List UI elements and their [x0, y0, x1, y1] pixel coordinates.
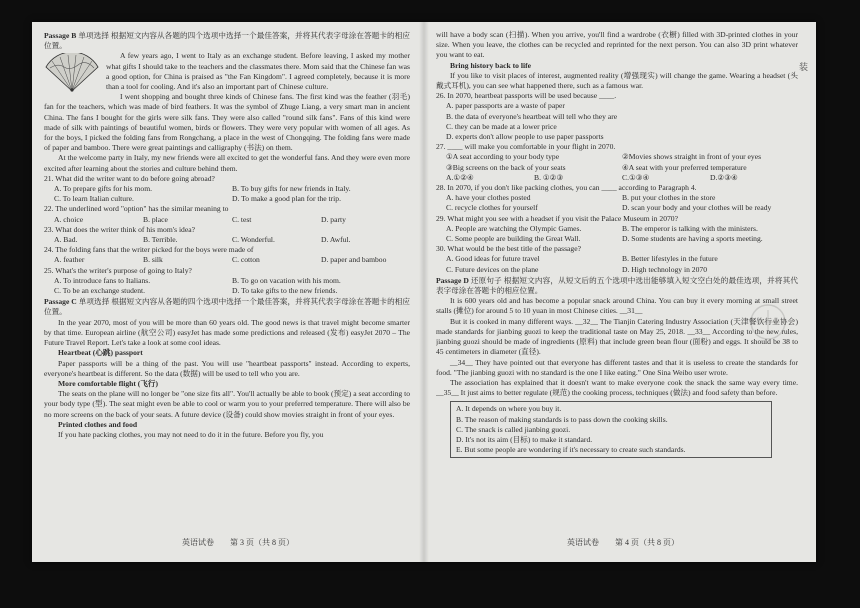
answer-option: A. Good ideas for future travel	[446, 254, 540, 264]
passage-b-instructions: 单项选择 根据短文内容从各题的四个选项中选择一个最佳答案，并将其代表字母涂在答题卡的相应位置。	[44, 31, 410, 51]
answer-option: C. To be an exchange student.	[54, 286, 146, 296]
question-options	[436, 224, 798, 244]
answer-option: A.①②④	[446, 172, 474, 182]
passage-b-heading	[44, 31, 410, 51]
answer-option: A. To introduce fans to Italians.	[54, 275, 151, 285]
paragraph-printed-clothes: If you hate packing clothes, you may not need to do it in the future. Before you fly, you	[58, 429, 324, 439]
question-stem: 25. What's the writer's purpose of going to Italy?	[44, 265, 192, 275]
question-stem: 26. In 2070, heartbeat passports will be used because ____.	[436, 91, 617, 101]
answer-option: C. cotton	[232, 255, 260, 265]
folding-fan-icon	[44, 53, 100, 93]
question-options	[436, 254, 798, 274]
question-item	[436, 142, 798, 173]
question-item	[44, 245, 410, 265]
question-options	[44, 215, 410, 225]
question-options	[436, 152, 798, 172]
answer-option: C. To learn Italian culture.	[54, 194, 134, 204]
question-options	[44, 235, 410, 245]
passage-d-heading	[436, 276, 798, 296]
answer-option: D. party	[321, 214, 346, 224]
passage-c-continued: will have a body scan (扫描). When you arrive, you'll find a wardrobe (衣橱) filled with 3D-printed clothes in your size. When you leave, the clothes can be recycled and reprinted for the next person. You can also 3D print whatever you want to eat.	[436, 30, 798, 60]
answer-option: A. To prepare gifts for his mom.	[54, 184, 153, 194]
sentence-choice: D. It's not its aim (目标) to make it standard.	[456, 434, 593, 444]
answer-option: A. choice	[54, 214, 84, 224]
answer-option: B. the data of everyone's heartbeat will tell who they are	[446, 111, 618, 121]
question-options	[436, 193, 798, 213]
answer-option: B. silk	[143, 255, 163, 265]
sentence-choice: E. But some people are wondering if it's necessary to create such standards.	[456, 445, 686, 455]
passage-d-title: Passage D	[436, 275, 469, 285]
question-options	[436, 101, 798, 142]
right-page-footer: 英语试卷 第 4 页（共 8 页）	[567, 538, 679, 547]
answer-option: B. Terrible.	[143, 235, 178, 245]
question-stem: 23. What does the writer think of his mom's idea?	[44, 224, 195, 234]
answer-option: ③Big screens on the back of your seats	[446, 162, 566, 172]
answer-option: A. paper passports are a waste of paper	[446, 101, 565, 111]
answer-option: C. they can be made at a lower price	[446, 121, 557, 131]
answer-option: B. The emperor is talking with the ministers.	[622, 223, 758, 233]
question-stem: 21. What did the writer want to do before going abroad?	[44, 173, 215, 183]
passage-d-paragraph: But it is cooked in many different ways. __32__ The Tianjin Catering Industry Association (天津餐饮行业协会) made standards for jianbing guozi to keep the traditional taste on May 25, 2018. __33__ According to the new rules, jianbing guozi should be made of ingredients (原料) that include green bean flour (面粉) and eggs. It should be 38 to 45 centimeters in diameter (直径).	[436, 316, 798, 357]
passage-b-paragraph: A few years ago, I went to Italy as an exchange student. Before leaving, I asked my mother what gifts I should take to the teachers and the classmates there. Mom said that the Chinese fan was a good option, for China is praised as "the Fan Kingdom". I agreed completely, because it is more than a tool for cooling. And it's also an important part of Chinese culture.	[106, 51, 410, 92]
answer-option: D. scan your body and your clothes will be ready	[622, 203, 772, 213]
answer-option: A. have your clothes posted	[446, 193, 531, 203]
binding-mark: 装	[798, 62, 808, 71]
passage-c-questions	[436, 91, 798, 275]
answer-option: B. To buy gifts for new friends in Italy.	[232, 184, 351, 194]
answer-option: D. High technology in 2070	[622, 264, 707, 274]
passage-d-paragraph: __34__ They have pointed out that everyone has different tastes and that it is useless to create the standards for food. "The jianbing guozi with no standard is the one I like eating." One Sina Weibo user wrote.	[436, 357, 798, 377]
passage-b-paragraph: At the welcome party in Italy, my new friends were all excited to get the wonderful fans. And they were even more excited after learning about the stories and culture behind them.	[44, 153, 410, 173]
answer-option: ①A seat according to your body type	[446, 152, 560, 162]
answer-option: C. Some people are building the Great Wall.	[446, 234, 581, 244]
answer-option: D. experts don't allow people to use paper passports	[446, 132, 604, 142]
subheading-comfortable-flight: More comfortable flight (飞行)	[58, 378, 159, 388]
answer-option: A. People are watching the Olympic Games.	[446, 223, 582, 233]
answer-option: B. To go on vacation with his mom.	[232, 275, 341, 285]
answer-option: D. paper and bamboo	[321, 255, 387, 265]
subheading-history: Bring history back to life	[450, 60, 531, 70]
question-item	[436, 183, 798, 214]
page-fold	[419, 22, 429, 562]
question-options	[44, 184, 410, 204]
question-item	[44, 174, 410, 205]
paragraph-heartbeat-passport: Paper passports will be a thing of the past. You will use "heartbeat passports" instead. According to experts, everyone's heartbeat is different. So the data (数据) will be used to tell who you are.	[44, 358, 410, 378]
question-stem: 30. What would be the best title of the passage?	[436, 244, 581, 254]
right-page	[436, 30, 798, 530]
question-stem: 28. In 2070, if you don't like packing clothes, you can ____ according to Paragraph 4.	[436, 183, 697, 193]
answer-option: C. Wonderful.	[232, 235, 275, 245]
sentence-choice: C. The snack is called jianbing guozi.	[456, 424, 571, 434]
faded-stamp-icon	[738, 302, 798, 342]
passage-c-heading	[44, 297, 410, 317]
passage-b-questions	[44, 174, 410, 296]
answer-option: D. To take gifts to the new friends.	[232, 286, 338, 296]
answer-option: ②Movies shows straight in front of your eyes	[622, 152, 762, 162]
passage-c-title: Passage C	[44, 297, 77, 307]
question-stem: 24. The folding fans that the writer picked for the boys were made of	[44, 245, 254, 255]
passage-d-paragraph: It is 600 years old and has become a popular snack around China. You can buy it every morning at small street stalls (摊位) for around 5 to 10 yuan in most Chinese cities. __31__	[436, 296, 798, 316]
answer-option: ④A seat with your preferred temperature	[622, 162, 747, 172]
left-page-footer: 英语试卷 第 3 页（共 8 页）	[182, 538, 294, 547]
paragraph-comfortable-flight: The seats on the plane will no longer be "one size fits all". You'll actually be able to book (预定) a seat according to your body type (型). The seat might even be able to cool or warm you to your preferred temperature. There will also be no more screens on the back of your seats. A future device (设备) could show movies straight in front of your eyes.	[44, 389, 410, 419]
sentence-choice: B. The reason of making standards is to pass down the cooking skills.	[456, 414, 668, 424]
answer-option: D. Some students are having a sports meeting.	[622, 234, 763, 244]
paragraph-history: If you like to visit places of interest, augmented reality (增强现实) will change the game. Wearing a headset (头戴式耳机), you can see what happened there, such as a famous war.	[436, 70, 798, 91]
question-stem: 29. What might you see with a headset if you visit the Palace Museum in 2070?	[436, 213, 678, 223]
answer-option: C. test	[232, 214, 252, 224]
subheading-printed-clothes: Printed clothes and food	[58, 419, 138, 429]
question-stem: 27. ____ will make you comfortable in your flight in 2070.	[436, 142, 616, 152]
subheading-heartbeat-passport: Heartbeat (心跳) passport	[58, 348, 143, 358]
passage-d-paragraph: The association has explained that it doesn't want to make everyone cook the snack the same way every time. __35__ It just aims to better regulate (规范) the cooking process, techniques (做法) and food safety than before.	[436, 377, 798, 398]
answer-option: B. put your clothes in the store	[622, 193, 716, 203]
question-item	[44, 266, 410, 297]
question-stem: 22. The underlined word "option" has the similar meaning to	[44, 204, 229, 214]
left-page	[44, 30, 410, 530]
answer-option: C. Future devices on the plane	[446, 264, 539, 274]
answer-option: B. Better lifestyles in the future	[622, 254, 718, 264]
sentence-choices-box	[450, 401, 772, 458]
answer-option: B. place	[143, 214, 168, 224]
question-item	[436, 244, 798, 275]
answer-option: A. Bad.	[54, 235, 78, 245]
answer-option: C. recycle clothes for yourself	[446, 203, 538, 213]
question-item	[436, 173, 798, 183]
answer-option: B. ①②③	[534, 172, 564, 182]
exam-sheet	[32, 22, 816, 562]
answer-option: C.①③④	[622, 172, 650, 182]
passage-b-title: Passage B	[44, 31, 77, 40]
passage-b-paragraph: I went shopping and bought three kinds of Chinese fans. The first kind was the feather (羽毛) fan for the teachers, which was made of bird feathers. It was the symbol of Zhuge Liang, a very smart man in ancient China. The fans I bought for the girls were silk fans. They were also called "round silk fans". Fans of this kind were made of silk with paintings of beautiful women, birds or flowers. They were very popular with women of all ages. As for the boys, I picked the folding fans from Rongchang, a place in the west of Chongqing. The folding fans were made of paper and bamboo. There were great paintings and calligraphy (书法) on them.	[44, 92, 410, 153]
answer-option: D. To make a good plan for the trip.	[232, 194, 341, 204]
question-options	[44, 255, 410, 265]
answer-option: A. feather	[54, 255, 85, 265]
passage-c-instructions: 单项选择 根据短文内容从各题的四个选项中选择一个最佳答案，并将其代表字母涂在答题卡的相应位置。	[44, 297, 410, 317]
question-options	[436, 173, 798, 183]
passage-c-intro: In the year 2070, most of you will be more than 60 years old. The good news is that travel might become smarter by that time. European airline (航空公司) easyJet has made some predictions and released (发布) easyJet 2070 – The Future Travel Report. Let's take a look at some cool ideas.	[44, 317, 410, 348]
answer-option: D.②③④	[710, 172, 738, 182]
answer-option: D. Awful.	[321, 235, 351, 245]
question-item	[436, 214, 798, 245]
question-options	[44, 276, 410, 296]
question-item	[436, 91, 798, 142]
sentence-choice: A. It depends on where you buy it.	[456, 404, 562, 414]
passage-d-instructions: 还原句子 根据短文内容，从短文后的五个选项中选出能够填入短文空白处的最佳选项，并将其代表字母涂在答题卡的相应位置。	[436, 275, 798, 296]
question-item	[44, 225, 410, 245]
question-item	[44, 204, 410, 224]
